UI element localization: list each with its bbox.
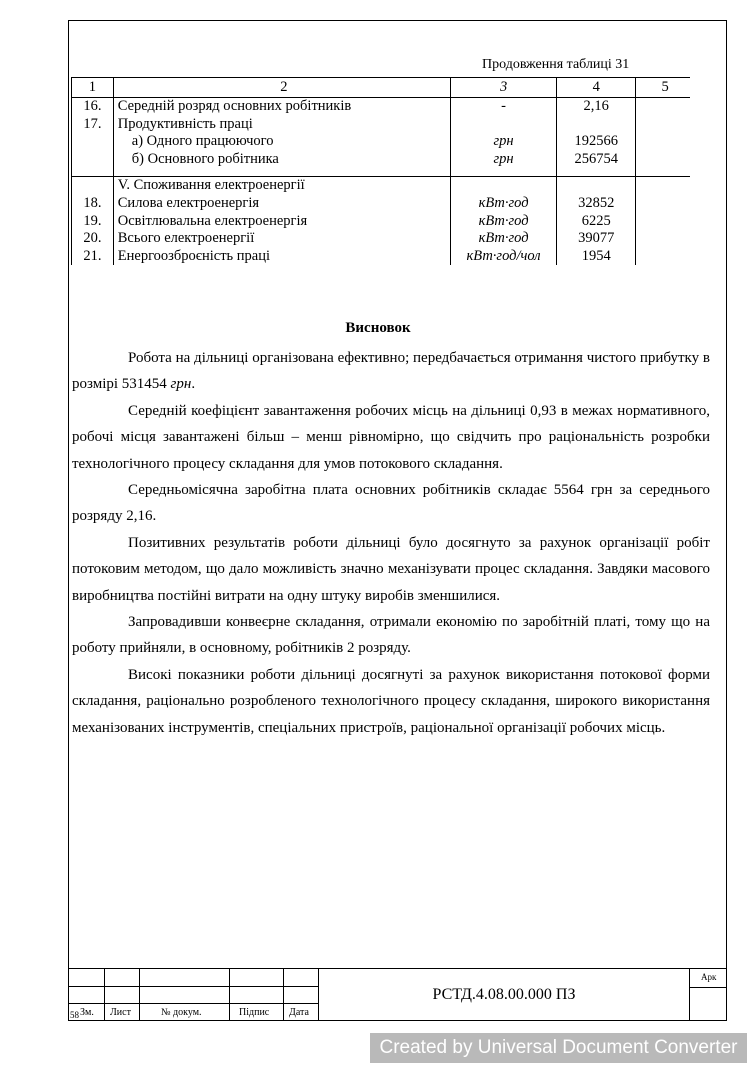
conclusion-title: Висновок (345, 320, 411, 336)
table-row (72, 151, 691, 169)
row-number: 16. (72, 98, 114, 116)
row-unit: кВт·год (450, 230, 556, 248)
header-col-2: 2 (113, 78, 450, 98)
paragraph: Позитивних результатів роботи дільниці було досягнуто за рахунок організації робіт потоковим методом, що дало можливість значно механізувати процес складання. Завдяки масового виробництва постійні витрати на одну штуку виробів зменшилися. (72, 534, 710, 604)
paragraph: Робота на дільниці організована ефективно; передбачається отримання чистого прибутку в розмірі 531454 грн. (72, 350, 710, 393)
table-row (72, 116, 691, 134)
table-caption: Продовження таблиці 31 (482, 57, 630, 72)
row-unit: кВт·год/чол (450, 248, 556, 266)
stamp-doc-label: № докум. (161, 1007, 202, 1018)
row-name: Освітлювальна електроенергія (113, 213, 450, 231)
table-header-row (72, 78, 691, 98)
row-name: Продуктивність праці (113, 116, 450, 134)
stamp-sign-label: Підпис (239, 1007, 270, 1018)
row-name: б) Основного робітника (113, 151, 450, 169)
stamp-sheet-label: Лист (110, 1007, 131, 1018)
row-number: 18. (72, 195, 114, 213)
row-name: Енергоозброєність праці (113, 248, 450, 266)
row-number: 19. (72, 213, 114, 231)
header-col-3: 3 (450, 78, 556, 98)
table-row (72, 213, 691, 231)
header-col-5: 5 (636, 78, 690, 98)
row-value (557, 116, 636, 134)
row-name: а) Одного працюючого (113, 133, 450, 151)
row-unit: - (450, 98, 556, 116)
paragraph: Середньомісячна заробітна плата основних робітників складає 5564 грн за середнього розряду 2,16. (72, 482, 710, 525)
row-number: 21. (72, 248, 114, 266)
table-row (72, 98, 691, 116)
row-unit: грн (450, 151, 556, 169)
row-number (72, 133, 114, 151)
row-unit: грн (450, 133, 556, 151)
row-name: Силова електроенергія (113, 195, 450, 213)
row-value: 6225 (557, 213, 636, 231)
row-value: 39077 (557, 230, 636, 248)
converter-watermark: Created by Universal Document Converter (370, 1033, 747, 1063)
currency-unit: грн (170, 376, 192, 393)
row-unit: кВт·год (450, 195, 556, 213)
row-value: 192566 (557, 133, 636, 151)
row-value: 256754 (557, 151, 636, 169)
section-title: V. Споживання електроенергії (113, 177, 450, 195)
table-row (72, 195, 691, 213)
row-value: 1954 (557, 248, 636, 266)
table-row (72, 230, 691, 248)
indicators-table (71, 77, 690, 265)
row-unit (450, 116, 556, 134)
paragraph: Високі показники роботи дільниці досягнуті за рахунок використання потокової форми складання, раціонально розробленого технологічного процесу складання, широкого використання механізованих інструментів, спеціальних пристроїв, раціональної організації робочих місць. (72, 666, 710, 736)
conclusion-text (72, 345, 710, 741)
table-gap-row (72, 168, 691, 177)
paragraph: Середній коефіцієнт завантаження робочих місць на дільниці 0,93 в межах нормативного, робочі місця завантажені більш – менш рівномірно, що свідчить про раціональність розробки технологічного процесу складання для умов потокового складання. (72, 402, 710, 472)
sheet-label: Арк (701, 972, 717, 982)
table-row (72, 248, 691, 266)
row-number (72, 151, 114, 169)
paragraph: Запровадивши конвеєрне складання, отримали економію по заробітній платі, тому що на роботу прийняли, в основному, робітників 2 розряду. (72, 614, 710, 657)
header-col-4: 4 (557, 78, 636, 98)
table-row (72, 133, 691, 151)
document-number: РСТД.4.08.00.000 ПЗ (432, 986, 576, 1003)
stamp-change-label: Зм. (80, 1007, 94, 1018)
table-section-row (72, 177, 691, 195)
row-unit: кВт·год (450, 213, 556, 231)
row-unit (450, 177, 556, 195)
row-number: 20. (72, 230, 114, 248)
row-name: Середній розряд основних робітників (113, 98, 450, 116)
row-number: 17. (72, 116, 114, 134)
header-col-1: 1 (72, 78, 114, 98)
row-name: Всього електроенергії (113, 230, 450, 248)
row-value: 32852 (557, 195, 636, 213)
row-number (72, 177, 114, 195)
sheet-number: 58 (70, 1010, 79, 1020)
stamp-date-label: Дата (289, 1007, 309, 1018)
row-value (557, 177, 636, 195)
row-value: 2,16 (557, 98, 636, 116)
